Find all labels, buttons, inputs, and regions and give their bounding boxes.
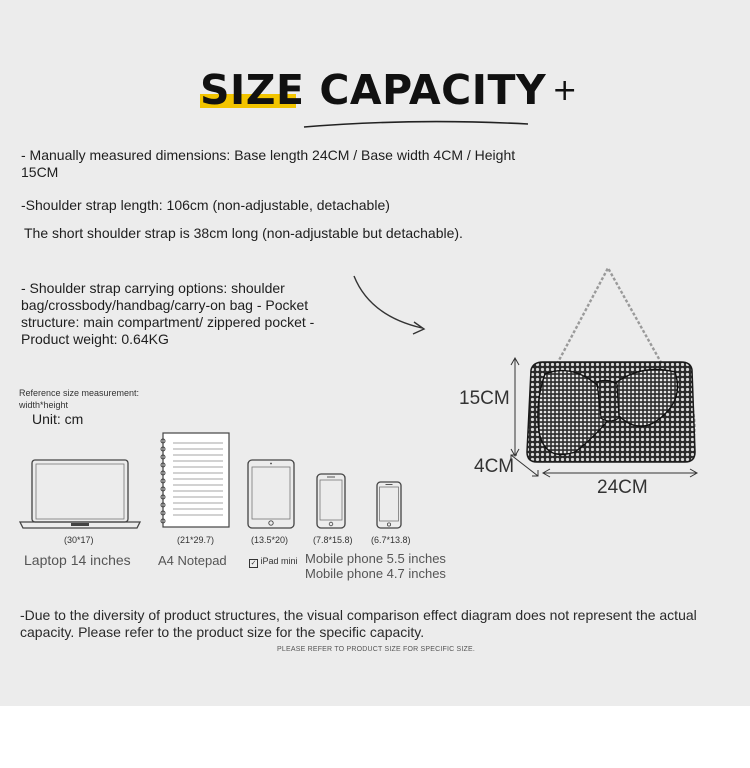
title-capacity-word: CAPACITY xyxy=(319,66,547,114)
ipad-mini-icon xyxy=(247,459,295,529)
phone-5-5-icon xyxy=(316,473,346,529)
reference-note-format: width*height xyxy=(19,400,69,410)
laptop-dims: (30*17) xyxy=(64,535,94,545)
carry-options-text: - Shoulder strap carrying options: shoulder bag/crossbody/handbag/carry-on bag - Pocket structure: main compartment/ zippered pocket - Product weight: 0.64KG xyxy=(21,280,315,347)
footnote-text: PLEASE REFER TO PRODUCT SIZE FOR SPECIFIC SIZE. xyxy=(277,646,476,653)
phone-5-5-caption: Mobile phone 5.5 inches xyxy=(305,551,446,566)
phone-4-7-icon xyxy=(376,481,402,529)
dimensions-text: - Manually measured dimensions: Base length 24CM / Base width 4CM / Height 15CM xyxy=(21,147,516,180)
depth-label: 4CM xyxy=(474,456,515,477)
height-label: 15CM xyxy=(459,388,510,409)
checkbox-icon: ✓ xyxy=(250,560,257,567)
notepad-dims: (21*29.7) xyxy=(177,535,215,545)
laptop-caption: Laptop 14 inches xyxy=(24,552,131,568)
reference-note: Reference size measurement: xyxy=(19,388,140,398)
ipad-dims: (13.5*20) xyxy=(251,535,289,545)
title-size-word: SIZE xyxy=(200,66,305,114)
phone-4-7-caption: Mobile phone 4.7 inches xyxy=(305,566,446,581)
phone-5-5-dims: (7.8*15.8) xyxy=(313,535,353,545)
bag-image xyxy=(515,262,715,477)
laptop-icon xyxy=(19,458,141,530)
length-label: 24CM xyxy=(597,477,648,498)
unit-label: Unit: cm xyxy=(32,411,84,427)
notepad-caption: A4 Notepad xyxy=(158,553,227,568)
disclaimer-text: -Due to the diversity of product structures, the visual comparison effect diagram does not represent the actual capacity. Please refer to the product size for the specific capacity. xyxy=(20,607,697,640)
notepad-icon xyxy=(159,431,231,529)
page-title xyxy=(200,66,578,114)
title-underline xyxy=(302,116,532,130)
plus-icon: + xyxy=(552,73,578,108)
strap-length-text: -Shoulder strap length: 106cm (non-adjustable, detachable) xyxy=(21,197,390,213)
short-strap-text: The short shoulder strap is 38cm long (non-adjustable but detachable). xyxy=(24,225,463,241)
curved-arrow-icon xyxy=(348,272,438,342)
phone-4-7-dims: (6.7*13.8) xyxy=(371,535,411,545)
ipad-caption xyxy=(249,556,298,568)
ipad-caption-text: iPad mini xyxy=(260,556,298,566)
